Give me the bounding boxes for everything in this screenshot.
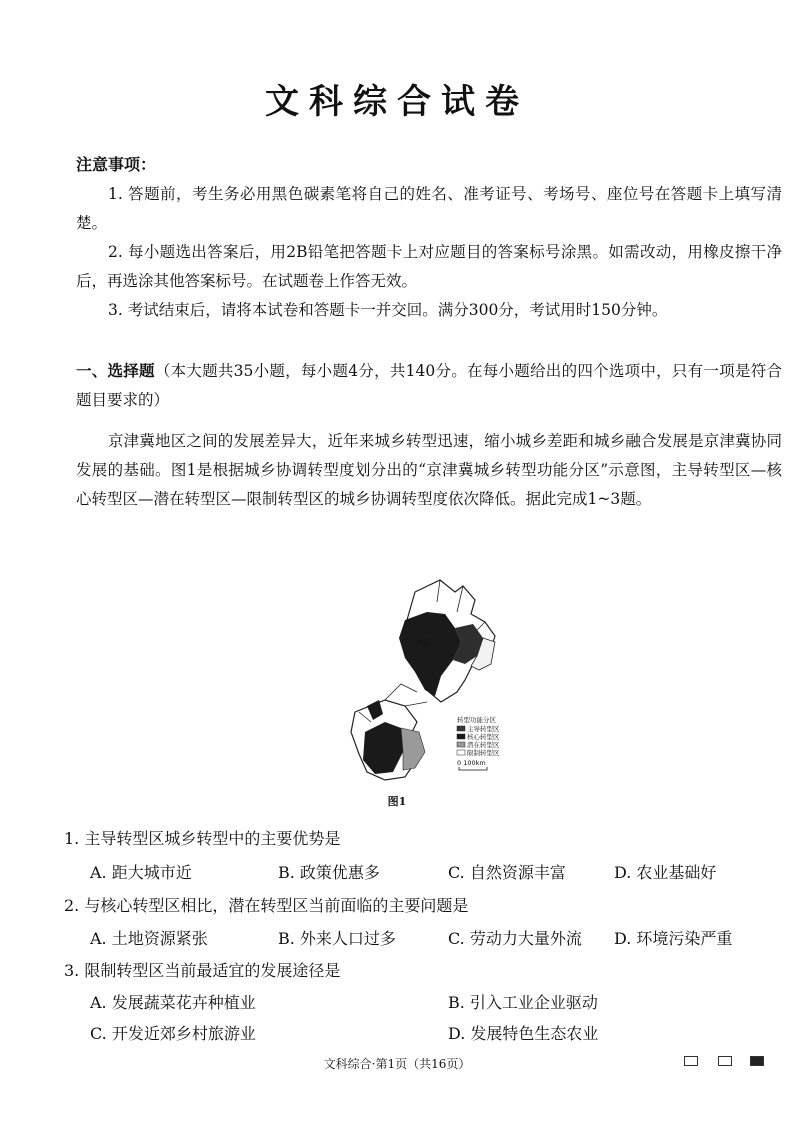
figure-caption: 图1 (387, 795, 407, 808)
q2-option-c: C. 劳动力大量外流 (448, 929, 582, 948)
scan-mark-1 (684, 1056, 698, 1066)
q1-option-c: C. 自然资源丰富 (448, 863, 566, 882)
q1-option-b: B. 政策优惠多 (278, 863, 380, 882)
city-label: 北京 (416, 638, 429, 646)
q3-option-a: A. 发展蔬菜花卉种植业 (90, 993, 256, 1012)
q2-option-d: D. 环境污染严重 (614, 929, 733, 948)
section-1-heading: 一、选择题 (76, 361, 155, 380)
exam-title: 文科综合试卷 (265, 82, 529, 122)
question-3-stem: 3. 限制转型区当前最适宜的发展途径是 (64, 961, 341, 980)
legend-label-dominant: 主导转型区 (467, 725, 500, 733)
q3-option-c: C. 开发近郊乡村旅游业 (90, 1024, 256, 1043)
legend-swatch-dominant (457, 726, 465, 731)
legend-swatch-potential (457, 742, 465, 747)
scan-mark-2 (718, 1056, 732, 1066)
q2-option-a: A. 土地资源紧张 (90, 929, 208, 948)
page-footer: 文科综合·第1页（共16页） (323, 1057, 471, 1071)
legend-label-limited: 限制转型区 (467, 749, 500, 757)
legend-swatch-core (457, 734, 465, 739)
question-2-stem: 2. 与核心转型区相比，潜在转型区当前面临的主要问题是 (64, 896, 469, 915)
q1-option-a: A. 距大城市近 (90, 863, 192, 882)
south-potential-zone (401, 728, 425, 770)
scale-label: 0 100km (457, 759, 486, 767)
legend-label-core: 核心转型区 (467, 733, 500, 741)
note-item-2: 2. 每小题选出答案后，用2B铅笔把答题卡上对应题目的答案标号涂黑。如需改动，用橡皮擦干净后，再选涂其他答案标号。在试题卷上作答无效。 (76, 243, 782, 290)
scan-mark-3 (750, 1056, 764, 1066)
section-1-desc: （本大题共35小题，每小题4分，共140分。在每小题给出的四个选项中，只有一项是符合题目要求的） (76, 362, 782, 409)
legend-swatch-limited (457, 750, 465, 755)
legend-title: 转型功能分区 (457, 716, 496, 724)
q2-option-b: B. 外来人口过多 (278, 929, 396, 948)
q3-option-b: B. 引入工业企业驱动 (448, 993, 598, 1012)
zoning-map (345, 572, 535, 784)
q1-option-d: D. 农业基础好 (614, 863, 717, 882)
passage: 京津冀地区之间的发展差异大，近年来城乡转型迅速，缩小城乡差距和城乡融合发展是京津冀协同发展的基础。图1是根据城乡协调转型度划分出的“京津冀城乡转型功能分区”示意图，主导转型区—核心转型区—潜在转型区—限制转型区的城乡协调转型度依次降低。据此完成1~3题。 (76, 432, 782, 508)
scale-bar (459, 767, 487, 770)
section-1 (76, 356, 782, 415)
notes-heading: 注意事项： (76, 155, 157, 174)
note-item-3: 3. 考试结束后，请将本试卷和答题卡一并交回。满分300分，考试用时150分钟。 (108, 301, 668, 319)
map-svg (345, 572, 535, 784)
question-1-stem: 1. 主导转型区城乡转型中的主要优势是 (64, 829, 341, 848)
legend-label-potential: 潜在转型区 (467, 741, 500, 749)
q3-option-d: D. 发展特色生态农业 (448, 1024, 599, 1043)
note-item-1: 1. 答题前，考生务必用黑色碳素笔将自己的姓名、准考证号、考场号、座位号在答题卡上填写清楚。 (76, 185, 782, 232)
scan-marks (684, 1054, 764, 1068)
